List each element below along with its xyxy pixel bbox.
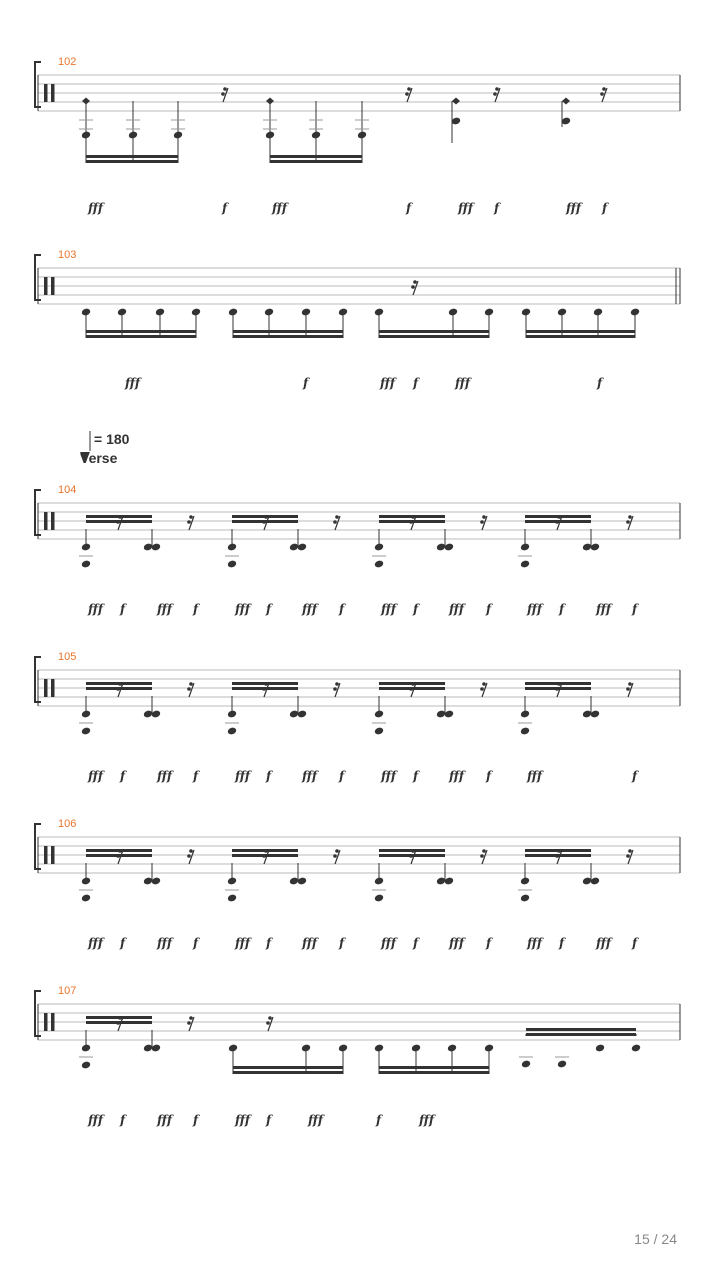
dynamic-marking: f	[413, 602, 419, 616]
note-head	[374, 710, 384, 719]
note-head	[117, 308, 127, 317]
beam	[379, 1066, 489, 1069]
sixteenth-rest-icon	[262, 687, 266, 691]
dynamic-marking: fff	[157, 769, 173, 783]
note-head	[357, 131, 367, 140]
sixteenth-rest-icon	[189, 515, 193, 519]
note-head	[521, 308, 531, 317]
sixteenth-rest-icon	[480, 520, 484, 524]
dynamic-marking: fff	[381, 936, 397, 950]
dynamic-marking: fff	[157, 936, 173, 950]
sixteenth-rest-icon	[262, 854, 266, 858]
note-head	[520, 727, 530, 736]
dynamic-marking: f	[266, 769, 272, 783]
dynamic-marking: fff	[449, 602, 465, 616]
dynamic-marking: fff	[88, 201, 104, 215]
dynamic-marking: fff	[527, 769, 543, 783]
dynamic-marking: fff	[527, 936, 543, 950]
dynamic-marking: f	[266, 1113, 272, 1127]
sixteenth-rest-icon	[116, 854, 120, 858]
note-head	[520, 877, 530, 886]
sixteenth-rest-icon	[557, 515, 561, 519]
beam	[86, 160, 178, 163]
dynamic-marking: f	[266, 936, 272, 950]
note-head	[227, 543, 237, 552]
percussion-clef-icon	[51, 84, 55, 102]
sixteenth-rest-icon	[189, 849, 193, 853]
beam	[526, 1033, 636, 1036]
sixteenth-rest-icon	[187, 687, 191, 691]
sixteenth-rest-icon	[118, 849, 122, 853]
sixteenth-rest-icon	[628, 515, 632, 519]
sixteenth-rest-icon	[480, 687, 484, 691]
measure-number: 104	[58, 484, 77, 496]
note-head	[227, 877, 237, 886]
note-head	[227, 710, 237, 719]
beam	[270, 160, 362, 163]
sixteenth-rest-icon	[411, 515, 415, 519]
beam	[233, 335, 343, 338]
dynamic-marking: fff	[381, 769, 397, 783]
measure-number: 107	[58, 985, 77, 997]
percussion-clef-icon	[44, 277, 48, 295]
dynamic-marking: f	[193, 936, 199, 950]
note-head	[595, 1044, 605, 1053]
dynamic-marking: fff	[381, 602, 397, 616]
sixteenth-rest-icon	[187, 1021, 191, 1025]
dynamic-marking: f	[486, 602, 492, 616]
sixteenth-rest-icon	[264, 515, 268, 519]
percussion-clef-icon	[44, 84, 48, 102]
note-head	[520, 543, 530, 552]
dynamic-marking: f	[597, 376, 603, 390]
sixteenth-rest-icon	[116, 687, 120, 691]
note-head-cymbal	[266, 98, 274, 105]
beam	[233, 1071, 343, 1074]
note-head	[521, 1060, 531, 1069]
dynamic-marking: f	[602, 201, 608, 215]
dynamic-marking: f	[632, 602, 638, 616]
dynamic-marking: fff	[455, 376, 471, 390]
note-head	[301, 308, 311, 317]
percussion-clef-icon	[44, 1013, 48, 1031]
sixteenth-rest-icon	[118, 1016, 122, 1020]
beam	[526, 1028, 636, 1031]
beam	[270, 155, 362, 158]
note-head	[411, 1044, 421, 1053]
note-head	[81, 877, 91, 886]
note-head	[520, 894, 530, 903]
sixteenth-rest-icon	[482, 682, 486, 686]
dynamic-marking: fff	[308, 1113, 324, 1127]
dynamic-marking: fff	[566, 201, 582, 215]
sixteenth-rest-icon	[555, 520, 559, 524]
beam	[526, 335, 635, 338]
note-head	[374, 560, 384, 569]
dynamic-marking: f	[339, 936, 345, 950]
dynamic-marking: fff	[302, 936, 318, 950]
dynamic-marking: f	[120, 769, 126, 783]
measure-number: 105	[58, 651, 77, 663]
dynamic-marking: f	[559, 936, 565, 950]
sixteenth-rest-icon	[628, 849, 632, 853]
beam	[379, 1071, 489, 1074]
dynamic-marking: fff	[157, 1113, 173, 1127]
percussion-clef-icon	[51, 679, 55, 697]
note-head-cymbal	[562, 98, 570, 105]
sixteenth-rest-icon	[409, 520, 413, 524]
sixteenth-rest-icon	[480, 854, 484, 858]
sixteenth-rest-icon	[333, 687, 337, 691]
note-head	[520, 560, 530, 569]
sixteenth-rest-icon	[221, 92, 225, 96]
sixteenth-rest-icon	[187, 854, 191, 858]
dynamic-marking: f	[193, 602, 199, 616]
dynamic-marking: f	[632, 769, 638, 783]
sixteenth-rest-icon	[405, 92, 409, 96]
sixteenth-rest-icon	[626, 854, 630, 858]
sixteenth-rest-icon	[268, 1016, 272, 1020]
dynamic-marking: fff	[235, 936, 251, 950]
note-head	[227, 560, 237, 569]
dynamic-marking: fff	[380, 376, 396, 390]
dynamic-marking: fff	[125, 376, 141, 390]
dynamic-marking: f	[486, 769, 492, 783]
dynamic-marking: f	[559, 602, 565, 616]
sixteenth-rest-icon	[116, 1021, 120, 1025]
note-head	[81, 131, 91, 140]
note-head	[81, 1061, 91, 1070]
note-head	[81, 894, 91, 903]
dynamic-marking: fff	[157, 602, 173, 616]
note-head	[630, 308, 640, 317]
sixteenth-rest-icon	[264, 849, 268, 853]
beam	[233, 330, 343, 333]
sixteenth-rest-icon	[495, 87, 499, 91]
sixteenth-rest-icon	[411, 285, 415, 289]
note-head	[264, 308, 274, 317]
beam	[233, 1066, 343, 1069]
dynamic-marking: fff	[88, 602, 104, 616]
note-head	[374, 543, 384, 552]
dynamic-marking: fff	[449, 936, 465, 950]
dynamic-marking: fff	[235, 1113, 251, 1127]
note-head	[81, 710, 91, 719]
note-head	[374, 877, 384, 886]
sixteenth-rest-icon	[628, 682, 632, 686]
dynamic-marking: f	[120, 602, 126, 616]
note-head	[374, 308, 384, 317]
dynamic-marking: f	[120, 1113, 126, 1127]
note-head	[484, 1044, 494, 1053]
note-head	[265, 131, 275, 140]
sixteenth-rest-icon	[602, 87, 606, 91]
sixteenth-rest-icon	[335, 515, 339, 519]
beam	[379, 335, 489, 338]
sixteenth-rest-icon	[409, 687, 413, 691]
note-head	[173, 131, 183, 140]
dynamic-marking: fff	[235, 769, 251, 783]
note-head-cymbal	[82, 98, 90, 105]
note-head	[227, 727, 237, 736]
dynamic-marking: fff	[88, 1113, 104, 1127]
percussion-clef-icon	[51, 1013, 55, 1031]
tempo-marking: = 180	[94, 431, 130, 447]
section-marker-verse: Verse	[80, 450, 118, 466]
dynamic-marking: f	[486, 936, 492, 950]
note-head	[593, 308, 603, 317]
sixteenth-rest-icon	[266, 1021, 270, 1025]
sixteenth-rest-icon	[118, 515, 122, 519]
dynamic-marking: fff	[458, 201, 474, 215]
beam	[86, 330, 196, 333]
note-head	[374, 727, 384, 736]
note-head	[338, 308, 348, 317]
percussion-clef-icon	[51, 512, 55, 530]
note-head	[301, 1044, 311, 1053]
note-head	[228, 308, 238, 317]
dynamic-marking: fff	[419, 1113, 435, 1127]
note-head	[374, 894, 384, 903]
sixteenth-rest-icon	[262, 520, 266, 524]
note-head	[311, 131, 321, 140]
note-head	[81, 308, 91, 317]
percussion-clef-icon	[51, 277, 55, 295]
sixteenth-rest-icon	[557, 682, 561, 686]
dynamic-marking: f	[406, 201, 412, 215]
sixteenth-rest-icon	[493, 92, 497, 96]
dynamic-marking: f	[413, 936, 419, 950]
note-head	[155, 308, 165, 317]
dynamic-marking: f	[339, 602, 345, 616]
note-head	[128, 131, 138, 140]
sixteenth-rest-icon	[189, 1016, 193, 1020]
beam	[86, 155, 178, 158]
sixteenth-rest-icon	[555, 687, 559, 691]
sixteenth-rest-icon	[335, 849, 339, 853]
beam	[379, 330, 489, 333]
note-head	[338, 1044, 348, 1053]
percussion-clef-icon	[44, 679, 48, 697]
note-head	[191, 308, 201, 317]
dynamic-marking: f	[339, 769, 345, 783]
sixteenth-rest-icon	[118, 682, 122, 686]
sixteenth-rest-icon	[189, 682, 193, 686]
dynamic-marking: fff	[88, 936, 104, 950]
dynamic-marking: f	[413, 376, 419, 390]
note-head	[374, 1044, 384, 1053]
note-head	[557, 308, 567, 317]
dynamic-marking: fff	[449, 769, 465, 783]
dynamic-marking: f	[413, 769, 419, 783]
note-head	[448, 308, 458, 317]
note-head	[81, 1044, 91, 1053]
dynamic-marking: f	[193, 1113, 199, 1127]
dynamic-marking: f	[193, 769, 199, 783]
dynamic-marking: fff	[302, 769, 318, 783]
dynamic-marking: fff	[596, 602, 612, 616]
sixteenth-rest-icon	[187, 520, 191, 524]
measure-number: 106	[58, 818, 77, 830]
note-head	[81, 560, 91, 569]
sixteenth-rest-icon	[482, 849, 486, 853]
dynamic-marking: f	[376, 1113, 382, 1127]
sixteenth-rest-icon	[411, 682, 415, 686]
sixteenth-rest-icon	[626, 520, 630, 524]
sixteenth-rest-icon	[264, 682, 268, 686]
sixteenth-rest-icon	[600, 92, 604, 96]
sixteenth-rest-icon	[411, 849, 415, 853]
dynamic-marking: f	[222, 201, 228, 215]
note-head	[447, 1044, 457, 1053]
dynamic-marking: f	[494, 201, 500, 215]
note-head-cymbal	[452, 98, 460, 105]
measure-number: 102	[58, 56, 77, 68]
sixteenth-rest-icon	[333, 854, 337, 858]
beam	[86, 335, 196, 338]
sixteenth-rest-icon	[333, 520, 337, 524]
dynamic-marking: f	[120, 936, 126, 950]
page-number: 15 / 24	[634, 1231, 677, 1247]
note-head	[631, 1044, 641, 1053]
dynamic-marking: f	[266, 602, 272, 616]
sixteenth-rest-icon	[116, 520, 120, 524]
dynamic-marking: f	[632, 936, 638, 950]
note-head	[81, 727, 91, 736]
percussion-clef-icon	[51, 846, 55, 864]
percussion-clef-icon	[44, 512, 48, 530]
sixteenth-rest-icon	[223, 87, 227, 91]
sixteenth-rest-icon	[413, 280, 417, 284]
measure-number: 103	[58, 249, 77, 261]
sixteenth-rest-icon	[409, 854, 413, 858]
sixteenth-rest-icon	[482, 515, 486, 519]
sixteenth-rest-icon	[557, 849, 561, 853]
sixteenth-rest-icon	[407, 87, 411, 91]
note-head	[228, 1044, 238, 1053]
note-head	[557, 1060, 567, 1069]
beam	[526, 330, 635, 333]
dynamic-marking: fff	[272, 201, 288, 215]
dynamic-marking: fff	[596, 936, 612, 950]
note-head	[520, 710, 530, 719]
dynamic-marking: fff	[88, 769, 104, 783]
sixteenth-rest-icon	[626, 687, 630, 691]
percussion-clef-icon	[44, 846, 48, 864]
note-head	[81, 543, 91, 552]
sixteenth-rest-icon	[555, 854, 559, 858]
sixteenth-rest-icon	[335, 682, 339, 686]
dynamic-marking: fff	[527, 602, 543, 616]
note-head	[227, 894, 237, 903]
dynamic-marking: fff	[235, 602, 251, 616]
dynamic-marking: f	[303, 376, 309, 390]
dynamic-marking: fff	[302, 602, 318, 616]
note-head	[484, 308, 494, 317]
